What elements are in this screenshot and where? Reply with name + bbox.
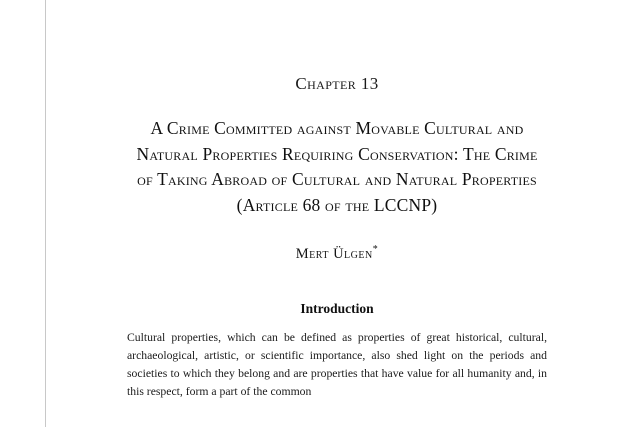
body-paragraph: Cultural properties, which can be defined as properties of great historical, cultural, archaeological, artistic, or scientific importance, also shed light on the periods and societies to which they belong and are properties that have value for all humanity and, in this respect, form a part of the common xyxy=(127,331,547,399)
page-gutter xyxy=(0,0,46,427)
author-name: Mert Ülgen xyxy=(295,246,373,263)
chapter-label: Chapter 13 xyxy=(295,74,379,93)
footnote-marker: * xyxy=(372,244,379,256)
page-title: A Crime Committed against Movable Cultural and Natural Properties Requiring Conservation: The Crime of Taking Abroad of Cultural and Natural Properties (Article 68 of the LCCNP) xyxy=(136,118,538,215)
section-heading-introduction: Introduction xyxy=(300,301,374,317)
page-content xyxy=(127,0,547,402)
document-page xyxy=(47,0,640,427)
author-line xyxy=(127,244,547,263)
